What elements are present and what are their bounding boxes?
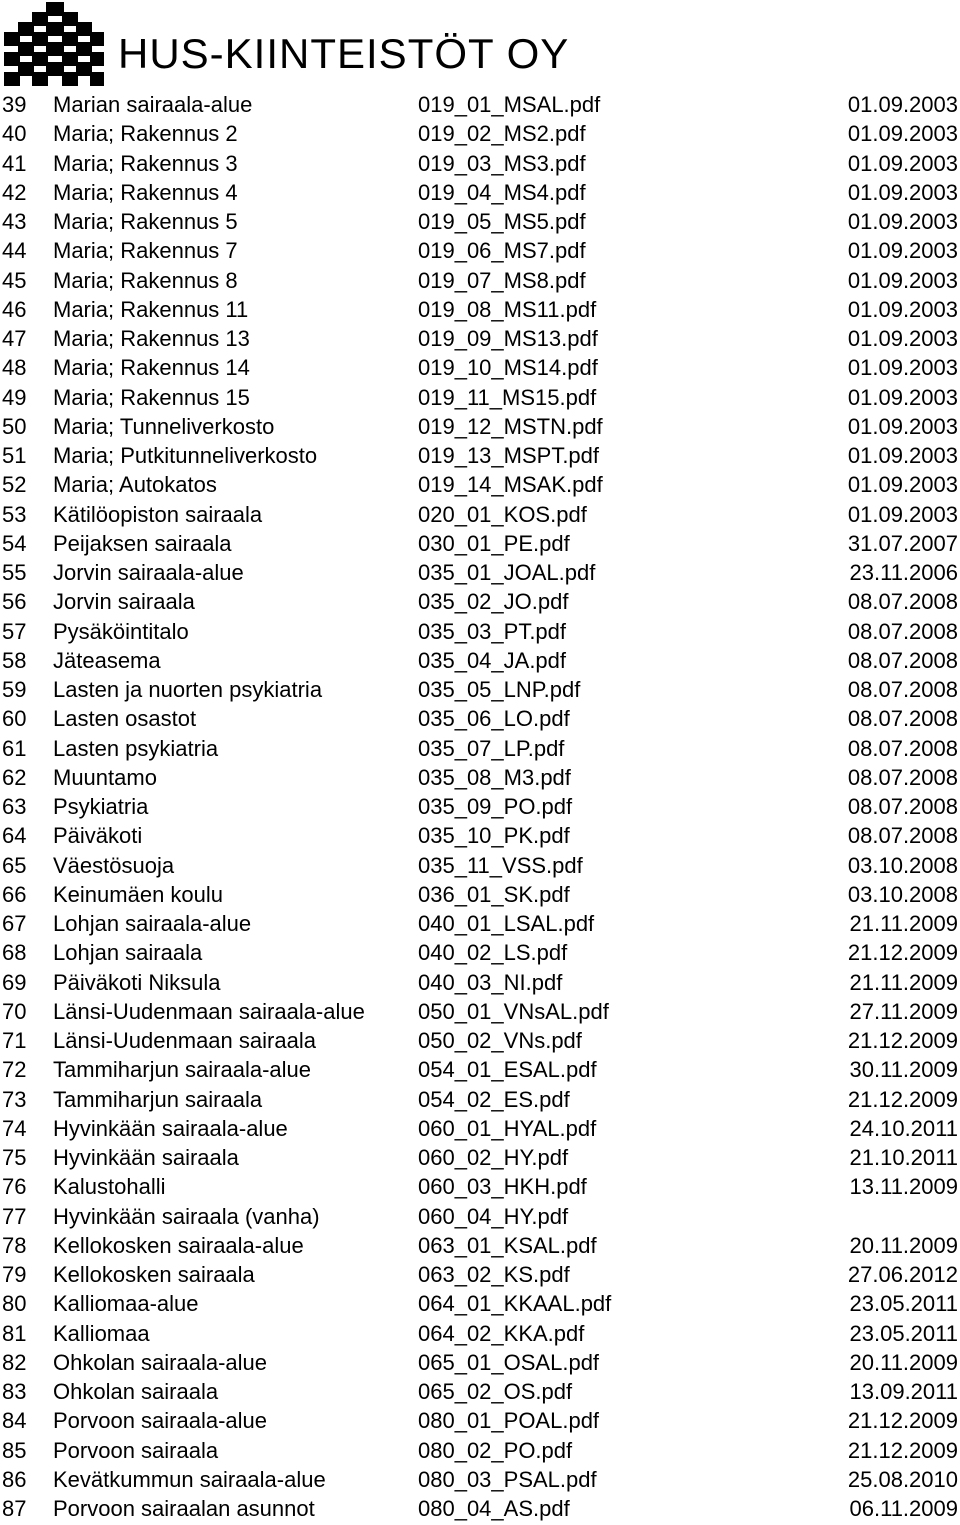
item-date: 01.09.2003: [847, 355, 958, 381]
item-name: Maria; Rakennus 2: [53, 121, 238, 147]
list-item: [0, 1494, 960, 1523]
item-filename: 019_08_MS11.pdf: [418, 296, 597, 322]
item-filename: 035_10_PK.pdf: [418, 823, 570, 849]
item-number: 61: [2, 735, 27, 761]
item-number: 48: [2, 355, 27, 381]
item-filename: 035_03_PT.pdf: [418, 618, 567, 644]
item-date: 20.11.2009: [849, 1349, 958, 1375]
item-date: 01.09.2003: [847, 413, 958, 439]
list-item: [0, 178, 960, 207]
item-number: 87: [2, 1496, 27, 1521]
item-number: 66: [2, 881, 27, 907]
item-name: Peijaksen sairaala: [53, 530, 232, 556]
item-date: 27.06.2012: [847, 1262, 958, 1287]
item-filename: 019_14_MSAK.pdf: [418, 472, 603, 498]
company-name: HUS-KIINTEISTÖT OY: [118, 30, 570, 77]
item-number: 77: [2, 1203, 27, 1229]
item-date: 21.12.2009: [847, 940, 958, 966]
list-item: [0, 646, 960, 675]
item-date: 08.07.2008: [847, 794, 958, 819]
item-filename: 050_01_VNsAL.pdf: [418, 998, 609, 1024]
item-date: 01.09.2003: [847, 384, 958, 410]
item-name: Länsi-Uudenmaan sairaala-alue: [53, 998, 365, 1024]
item-filename: 060_03_HKH.pdf: [418, 1174, 587, 1200]
list-item: [0, 1085, 960, 1114]
item-number: 60: [2, 706, 27, 732]
list-item: [0, 617, 960, 646]
item-date: 01.09.2003: [847, 150, 958, 176]
item-date: 25.08.2010: [847, 1466, 958, 1492]
item-date: 21.11.2009: [849, 911, 958, 936]
item-date: 30.11.2009: [849, 1057, 958, 1083]
item-filename: 060_04_HY.pdf: [418, 1203, 569, 1229]
item-filename: 080_01_POAL.pdf: [418, 1408, 600, 1434]
item-filename: 019_04_MS4.pdf: [418, 179, 586, 205]
item-name: Maria; Autokatos: [53, 472, 217, 498]
item-filename: 019_12_MSTN.pdf: [418, 413, 603, 439]
item-date: 23.05.2011: [849, 1320, 958, 1346]
item-filename: 035_02_JO.pdf: [418, 589, 569, 615]
item-name: Tammiharjun sairaala-alue: [53, 1057, 312, 1083]
item-number: 81: [2, 1320, 27, 1346]
item-number: 41: [2, 150, 27, 176]
list-item: [0, 353, 960, 382]
list-item: [0, 997, 960, 1026]
item-name: Hyvinkään sairaala-alue: [53, 1115, 288, 1141]
item-number: 86: [2, 1466, 27, 1492]
item-number: 80: [2, 1291, 27, 1317]
item-name: Maria; Tunneliverkosto: [53, 413, 275, 439]
item-number: 79: [2, 1262, 27, 1287]
item-name: Lohjan sairaala-alue: [53, 911, 252, 936]
item-name: Kalustohalli: [53, 1174, 166, 1200]
list-item: [0, 1260, 960, 1289]
item-date: 01.09.2003: [847, 472, 958, 498]
item-date: 20.11.2009: [849, 1232, 958, 1258]
item-filename: 019_06_MS7.pdf: [418, 238, 586, 264]
item-number: 64: [2, 823, 27, 849]
item-date: 08.07.2008: [847, 706, 958, 732]
item-date: 01.09.2003: [847, 267, 958, 293]
item-number: 62: [2, 764, 27, 790]
item-date: 23.11.2006: [849, 560, 958, 585]
list-item: [0, 412, 960, 441]
item-filename: 019_13_MSPT.pdf: [418, 443, 600, 468]
list-item: [0, 1406, 960, 1435]
list-item: [0, 1348, 960, 1377]
item-date: 21.10.2011: [849, 1145, 958, 1170]
item-number: 52: [2, 472, 27, 498]
item-name: Maria; Rakennus 5: [53, 209, 238, 234]
item-number: 73: [2, 1086, 27, 1112]
item-filename: 019_02_MS2.pdf: [418, 121, 586, 147]
item-filename: 064_01_KKAAL.pdf: [418, 1291, 612, 1317]
list-item: [0, 558, 960, 587]
item-filename: 030_01_PE.pdf: [418, 530, 570, 556]
item-name: Lasten ja nuorten psykiatria: [53, 677, 323, 702]
item-name: Päiväkoti Niksula: [53, 969, 221, 995]
item-date: 08.07.2008: [847, 823, 958, 849]
item-number: 82: [2, 1349, 27, 1375]
item-number: 40: [2, 121, 27, 147]
item-date: 01.09.2003: [847, 209, 958, 234]
item-number: 44: [2, 238, 27, 264]
item-name: Ohkolan sairaala-alue: [53, 1349, 268, 1375]
item-name: Porvoon sairaala-alue: [53, 1408, 268, 1434]
item-filename: 035_09_PO.pdf: [418, 794, 573, 819]
list-item: [0, 880, 960, 909]
page-header: [0, 0, 960, 86]
item-filename: 080_03_PSAL.pdf: [418, 1466, 597, 1492]
item-date: 27.11.2009: [849, 998, 958, 1024]
item-number: 65: [2, 852, 27, 878]
item-name: Jorvin sairaala-alue: [53, 560, 244, 585]
item-number: 72: [2, 1057, 27, 1083]
item-date: 03.10.2008: [847, 881, 958, 907]
item-name: Porvoon sairaala: [53, 1437, 219, 1463]
list-item: [0, 149, 960, 178]
item-name: Jorvin sairaala: [53, 589, 195, 615]
item-number: 57: [2, 618, 27, 644]
list-item: [0, 1289, 960, 1318]
item-filename: 054_01_ESAL.pdf: [418, 1057, 597, 1083]
item-date: 01.09.2003: [847, 238, 958, 264]
item-filename: 019_09_MS13.pdf: [418, 326, 598, 351]
item-filename: 035_08_M3.pdf: [418, 764, 571, 790]
item-name: Kalliomaa-alue: [53, 1291, 199, 1317]
item-name: Kätilöopiston sairaala: [53, 501, 263, 527]
item-filename: 064_02_KKA.pdf: [418, 1320, 585, 1346]
item-name: Maria; Rakennus 14: [53, 355, 250, 381]
item-date: 23.05.2011: [849, 1291, 958, 1317]
item-filename: 065_02_OS.pdf: [418, 1379, 573, 1404]
item-date: 01.09.2003: [847, 443, 958, 468]
item-number: 74: [2, 1115, 27, 1141]
item-date: 08.07.2008: [847, 647, 958, 673]
item-number: 69: [2, 969, 27, 995]
list-item: [0, 909, 960, 938]
item-number: 47: [2, 326, 27, 351]
item-number: 58: [2, 647, 27, 673]
item-filename: 054_02_ES.pdf: [418, 1086, 570, 1112]
document-list: [0, 90, 960, 1523]
item-date: 24.10.2011: [849, 1115, 958, 1141]
item-date: 01.09.2003: [847, 326, 958, 351]
item-filename: 035_11_VSS.pdf: [418, 852, 583, 878]
item-filename: 080_02_PO.pdf: [418, 1437, 573, 1463]
item-name: Maria; Rakennus 8: [53, 267, 238, 293]
item-date: 21.12.2009: [847, 1408, 958, 1434]
item-date: 01.09.2003: [847, 501, 958, 527]
item-name: Lohjan sairaala: [53, 940, 203, 966]
item-filename: 019_05_MS5.pdf: [418, 209, 586, 234]
item-name: Maria; Rakennus 4: [53, 179, 238, 205]
item-name: Muuntamo: [53, 764, 157, 790]
item-filename: 035_06_LO.pdf: [418, 706, 570, 732]
item-date: 08.07.2008: [847, 764, 958, 790]
list-item: [0, 675, 960, 704]
list-item: [0, 119, 960, 148]
list-item: [0, 1436, 960, 1465]
item-name: Hyvinkään sairaala (vanha): [53, 1203, 320, 1229]
item-date: 06.11.2009: [849, 1496, 958, 1521]
item-date: 21.12.2009: [847, 1437, 958, 1463]
item-name: Tammiharjun sairaala: [53, 1086, 263, 1112]
item-date: 31.07.2007: [847, 530, 958, 556]
item-filename: 019_07_MS8.pdf: [418, 267, 586, 293]
item-number: 46: [2, 296, 27, 322]
item-filename: 035_04_JA.pdf: [418, 647, 567, 673]
item-number: 59: [2, 677, 27, 702]
item-name: Maria; Putkitunneliverkosto: [53, 443, 318, 468]
item-date: 08.07.2008: [847, 618, 958, 644]
item-name: Marian sairaala-alue: [53, 92, 253, 117]
item-filename: 050_02_VNs.pdf: [418, 1028, 582, 1053]
item-name: Lasten osastot: [53, 706, 197, 732]
item-name: Päiväkoti: [53, 823, 143, 849]
list-item: [0, 734, 960, 763]
item-name: Kevätkummun sairaala-alue: [53, 1466, 326, 1492]
list-item: [0, 851, 960, 880]
item-name: Maria; Rakennus 13: [53, 326, 250, 351]
list-item: [0, 1055, 960, 1084]
list-item: [0, 1377, 960, 1406]
item-filename: 020_01_KOS.pdf: [418, 501, 587, 527]
item-filename: 040_02_LS.pdf: [418, 940, 568, 966]
item-name: Keinumäen koulu: [53, 881, 224, 907]
item-filename: 063_01_KSAL.pdf: [418, 1232, 597, 1258]
item-number: 68: [2, 940, 27, 966]
item-number: 49: [2, 384, 27, 410]
item-filename: 063_02_KS.pdf: [418, 1262, 570, 1287]
item-number: 56: [2, 589, 27, 615]
item-filename: 065_01_OSAL.pdf: [418, 1349, 600, 1375]
list-item: [0, 529, 960, 558]
list-item: [0, 266, 960, 295]
list-item: [0, 500, 960, 529]
item-number: 43: [2, 209, 27, 234]
item-number: 53: [2, 501, 27, 527]
item-date: 01.09.2003: [847, 296, 958, 322]
list-item: [0, 1465, 960, 1494]
item-name: Maria; Rakennus 7: [53, 238, 238, 264]
list-item: [0, 821, 960, 850]
item-date: 01.09.2003: [847, 92, 958, 117]
item-filename: 036_01_SK.pdf: [418, 881, 570, 907]
item-name: Kellokosken sairaala-alue: [53, 1232, 304, 1258]
item-number: 67: [2, 911, 27, 936]
item-date: 01.09.2003: [847, 179, 958, 205]
item-name: Maria; Rakennus 11: [53, 296, 249, 322]
list-item: [0, 90, 960, 119]
item-number: 45: [2, 267, 27, 293]
list-item: [0, 207, 960, 236]
list-item: [0, 938, 960, 967]
list-item: [0, 1172, 960, 1201]
item-filename: 060_02_HY.pdf: [418, 1145, 569, 1170]
item-date: 13.11.2009: [849, 1174, 958, 1200]
item-date: 03.10.2008: [847, 852, 958, 878]
item-number: 63: [2, 794, 27, 819]
item-number: 54: [2, 530, 27, 556]
item-date: 13.09.2011: [849, 1379, 958, 1404]
item-filename: 040_03_NI.pdf: [418, 969, 563, 995]
item-filename: 035_01_JOAL.pdf: [418, 560, 596, 585]
list-item: [0, 1319, 960, 1348]
item-number: 50: [2, 413, 27, 439]
list-item: [0, 295, 960, 324]
hus-building-logo-icon: [2, 2, 106, 92]
list-item: [0, 1202, 960, 1231]
list-item: [0, 587, 960, 616]
item-number: 78: [2, 1232, 27, 1258]
item-number: 70: [2, 998, 27, 1024]
list-item: [0, 792, 960, 821]
item-number: 71: [2, 1028, 27, 1053]
list-item: [0, 704, 960, 733]
item-name: Lasten psykiatria: [53, 735, 219, 761]
item-name: Ohkolan sairaala: [53, 1379, 219, 1404]
list-item: [0, 968, 960, 997]
item-date: 21.12.2009: [847, 1086, 958, 1112]
item-filename: 060_01_HYAL.pdf: [418, 1115, 597, 1141]
item-date: 08.07.2008: [847, 735, 958, 761]
item-name: Länsi-Uudenmaan sairaala: [53, 1028, 316, 1053]
item-name: Maria; Rakennus 15: [53, 384, 250, 410]
list-item: [0, 1114, 960, 1143]
item-number: 51: [2, 443, 27, 468]
item-name: Kalliomaa: [53, 1320, 150, 1346]
item-filename: 080_04_AS.pdf: [418, 1496, 570, 1521]
item-name: Hyvinkään sairaala: [53, 1145, 239, 1170]
item-date: 08.07.2008: [847, 677, 958, 702]
item-number: 75: [2, 1145, 27, 1170]
item-filename: 019_11_MS15.pdf: [418, 384, 597, 410]
list-item: [0, 1143, 960, 1172]
item-name: Pysäköintitalo: [53, 618, 189, 644]
item-name: Jäteasema: [53, 647, 161, 673]
item-date: 21.11.2009: [849, 969, 958, 995]
item-filename: 019_10_MS14.pdf: [418, 355, 598, 381]
list-item: [0, 236, 960, 265]
item-filename: 035_07_LP.pdf: [418, 735, 565, 761]
item-number: 76: [2, 1174, 27, 1200]
item-name: Porvoon sairaalan asunnot: [53, 1496, 315, 1521]
list-item: [0, 763, 960, 792]
list-item: [0, 441, 960, 470]
list-item: [0, 1026, 960, 1055]
list-item: [0, 324, 960, 353]
item-name: Maria; Rakennus 3: [53, 150, 238, 176]
list-item: [0, 1231, 960, 1260]
list-item: [0, 383, 960, 412]
item-number: 42: [2, 179, 27, 205]
item-filename: 019_01_MSAL.pdf: [418, 92, 601, 117]
item-name: Kellokosken sairaala: [53, 1262, 255, 1287]
item-filename: 019_03_MS3.pdf: [418, 150, 586, 176]
item-date: 01.09.2003: [847, 121, 958, 147]
item-filename: 035_05_LNP.pdf: [418, 677, 581, 702]
item-filename: 040_01_LSAL.pdf: [418, 911, 595, 936]
item-name: Väestösuoja: [53, 852, 175, 878]
item-number: 39: [2, 92, 27, 117]
item-date: 21.12.2009: [847, 1028, 958, 1053]
item-number: 84: [2, 1408, 27, 1434]
item-number: 85: [2, 1437, 27, 1463]
item-number: 55: [2, 560, 27, 585]
item-number: 83: [2, 1379, 27, 1404]
list-item: [0, 470, 960, 499]
item-name: Psykiatria: [53, 794, 149, 819]
item-date: 08.07.2008: [847, 589, 958, 615]
